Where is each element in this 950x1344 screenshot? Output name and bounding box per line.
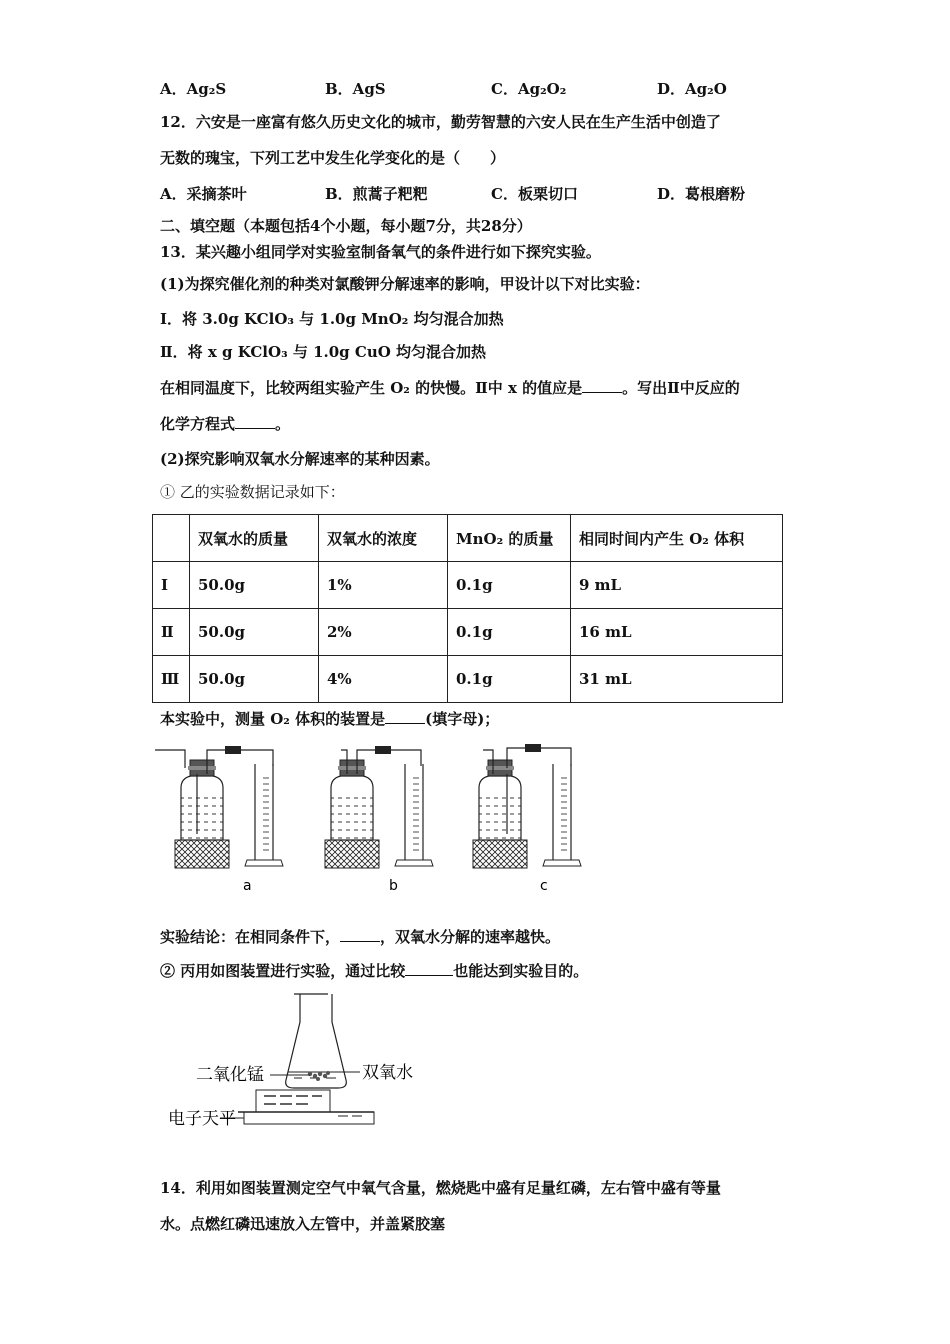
q13-conclusion-line (160, 927, 560, 947)
electronic-balance (244, 1112, 374, 1124)
apparatus-blank[interactable] (385, 709, 425, 724)
equation-blank[interactable] (235, 414, 275, 429)
table-header-cell: 双氧水的浓度 (319, 515, 448, 562)
q14-stem-line1: 14．利用如图装置测定空气中氧气含量，燃烧匙中盛有足量红磷，左右管中盛有等量 (160, 1179, 721, 1197)
q13-measure-line (160, 709, 499, 729)
table-cell: Ⅰ (153, 562, 190, 609)
fig-label-mno2: 二氧化锰 (196, 1065, 264, 1085)
table-header-cell: MnO₂ 的质量 (448, 515, 571, 562)
gas-collection-apparatus-figure (155, 738, 615, 898)
q12-stem-line2: 无数的瑰宝，下列工艺中发生化学变化的是（ ） (160, 149, 506, 167)
q13-compare-text-b: 。写出Ⅱ中反应的 (622, 379, 740, 397)
q13-compare-text-a: 在相同温度下，比较两组实验产生 O₂ 的快慢。Ⅱ中 x 的值应是 (160, 379, 583, 397)
q12-stem-line1: 12．六安是一座富有悠久历史文化的城市，勤劳智慧的六安人民在生产生活中创造了 (160, 113, 721, 131)
x-value-blank[interactable] (582, 378, 622, 393)
apparatus-a (155, 746, 283, 868)
table-cell: 16 mL (571, 609, 783, 656)
q11-option-b: B．AgS (325, 80, 386, 98)
q13-equation-line (160, 414, 290, 434)
q13-conclusion-text-a: 实验结论：在相同条件下， (160, 928, 341, 946)
q11-option-c: C．Ag₂O₂ (491, 80, 567, 98)
q13-equation-text-b: 。 (275, 415, 291, 433)
table-cell: Ⅲ (153, 656, 190, 703)
q13-part1-title: (1)为探究催化剂的种类对氯酸钾分解速率的影响，甲设计以下对比实验： (160, 275, 650, 293)
apparatus-c (473, 744, 581, 868)
q13-measure-text-b: (填字母)； (425, 710, 500, 728)
apparatus-b (325, 746, 433, 868)
table-header-cell (153, 515, 190, 562)
q13-part2b-text-a: ② 丙用如图装置进行实验，通过比较 (160, 962, 406, 980)
table-cell: 50.0g (190, 609, 319, 656)
q12-option-b: B．煎蒿子粑粑 (325, 185, 428, 203)
table-row (153, 609, 783, 656)
q13-experiment-1: Ⅰ．将 3.0g KClO₃ 与 1.0g MnO₂ 均匀混合加热 (160, 310, 504, 328)
comparison-blank[interactable] (405, 961, 453, 976)
q13-conclusion-text-b: ，双氧水分解的速率越快。 (380, 928, 561, 946)
table-cell: 50.0g (190, 656, 319, 703)
q13-experiment-2: Ⅱ．将 x g KClO₃ 与 1.0g CuO 均匀混合加热 (160, 343, 487, 361)
q12-option-d: D．葛根磨粉 (657, 185, 746, 203)
q13-record-intro: ① 乙的实验数据记录如下： (160, 483, 345, 501)
table-header-row (153, 515, 783, 562)
q12-option-c: C．板栗切口 (491, 185, 578, 203)
q12-option-a: A．采摘茶叶 (160, 185, 247, 203)
table-cell: 0.1g (448, 656, 571, 703)
q11-option-a: A．Ag₂S (160, 80, 227, 98)
table-cell: 0.1g (448, 562, 571, 609)
q13-equation-text-a: 化学方程式 (160, 415, 236, 433)
experiment-data-table (152, 514, 783, 703)
apparatus-label-a: a (243, 878, 252, 894)
table-header-cell: 双氧水的质量 (190, 515, 319, 562)
table-cell: 0.1g (448, 609, 571, 656)
flask-balance-figure (160, 988, 440, 1138)
q13-part2b-text-b: 也能达到实验目的。 (453, 962, 589, 980)
table-row (153, 562, 783, 609)
q13-part2-title: (2)探究影响双氧水分解速率的某种因素。 (160, 450, 440, 468)
apparatus-label-c: c (540, 878, 548, 894)
fig-label-h2o2: 双氧水 (362, 1063, 413, 1083)
fig-label-balance: 电子天平 (168, 1109, 236, 1129)
conclusion-blank[interactable] (340, 927, 380, 942)
q13-compare-line (160, 378, 740, 398)
apparatus-label-b: b (389, 878, 398, 894)
table-cell: 9 mL (571, 562, 783, 609)
q13-intro: 13．某兴趣小组同学对实验室制备氧气的条件进行如下探究实验。 (160, 243, 601, 261)
table-cell: Ⅱ (153, 609, 190, 656)
table-cell: 4% (319, 656, 448, 703)
table-header-cell: 相同时间内产生 O₂ 体积 (571, 515, 783, 562)
q14-stem-line2: 水。点燃红磷迅速放入左管中，并盖紧胶塞 (160, 1215, 446, 1233)
table-cell: 1% (319, 562, 448, 609)
table-cell: 50.0g (190, 562, 319, 609)
q11-option-d: D．Ag₂O (657, 80, 727, 98)
table-cell: 31 mL (571, 656, 783, 703)
table-row (153, 656, 783, 703)
q13-part2b-line (160, 961, 588, 981)
table-cell: 2% (319, 609, 448, 656)
q13-measure-text-a: 本实验中，测量 O₂ 体积的装置是 (160, 710, 386, 728)
section-title: 二、填空题（本题包括4个小题，每小题7分，共28分） (160, 217, 532, 235)
conical-flask (286, 994, 347, 1088)
